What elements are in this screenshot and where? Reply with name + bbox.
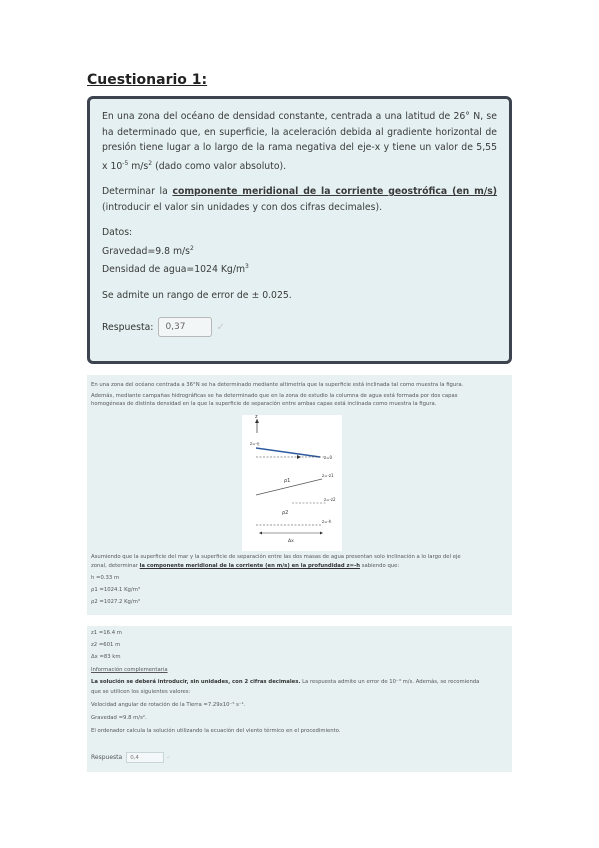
question-card-1 — [87, 96, 512, 364]
dx-arrow-left — [259, 532, 262, 535]
zh-label: z=-h — [322, 519, 332, 524]
data-heading: Datos: — [102, 227, 133, 239]
q2-line: Además, mediante campañas hidrográficas se ha determinado que en la zona de estudio la columna de agua está formada por dos capas — [91, 393, 458, 399]
q2-value: ρ1 =1024.1 Kg/m³ — [91, 587, 140, 593]
slope-diagram — [242, 415, 342, 551]
sea-surface-line — [256, 448, 320, 457]
q3-value: z1 =16.4 m — [91, 630, 122, 636]
answer-input[interactable]: 0,37 — [158, 317, 212, 337]
answer-label: Respuesta: — [102, 321, 154, 333]
q3-note: Gravedad =9.8 m/s². — [91, 715, 147, 721]
check-icon: ✓ — [216, 321, 225, 333]
q3-heading: Información complementaria — [91, 667, 168, 673]
z-label: z — [255, 415, 258, 420]
q2-line: homogéneas de distinta densidad en la que la superficie de separación entre ambas capas está inclinada como muestra la figura. — [91, 401, 437, 407]
q2-line: En una zona del océano centrada a 36°N se ha determinado mediante altimetría que la superficie está inclinada tal como muestra la figura. — [91, 382, 464, 388]
q3-note: Velocidad angular de rotación de la Tierra =7.29x10⁻⁵ s⁻¹. — [91, 702, 246, 708]
page-title: Cuestionario 1: — [87, 72, 208, 88]
rho2-label: ρ2 — [282, 510, 289, 516]
error-range: Se admite un rango de error de ± 0.025. — [102, 289, 292, 301]
q3-note: La solución se deberá introducir, sin unidades, con 2 cifras decimales. La respuesta admite un error de 10⁻³ m/s. Además, se recomienda — [91, 679, 480, 685]
x-arrow — [297, 455, 301, 459]
density-value: Densidad de agua=1024 $Kg/m^3$ — [102, 263, 249, 276]
q3-note: El ordenador calcula la solución utilizando la ecuación del viento térmico en el procedimiento. — [91, 728, 341, 734]
dx-label: Δx — [288, 539, 294, 544]
q2-line: zonal, determinar la componente meridional de la corriente (en m/s) en la profundidad z=-h sabiendo que: — [91, 563, 400, 569]
eta-label: z=-η — [250, 441, 260, 446]
q3-value: Δx =83 km — [91, 654, 121, 660]
q3-value: z2 =601 m — [91, 642, 121, 648]
rho1-label: ρ1 — [284, 478, 291, 484]
z2-label: z=-z2 — [324, 497, 336, 502]
answer-row — [91, 752, 171, 763]
question-intro: En una zona del océano de densidad constante, centrada a una latitud de 26° N, se ha determinado que, en superficie, la aceleración debida al gradiente horizontal de presión tiene lugar a lo largo de la rama negativa del eje-x y tiene un valor de 5,55 x $10^{-5}$ $m/s^2$ (dado como valor absoluto). — [102, 111, 497, 172]
answer-label: Respuesta — [91, 754, 123, 761]
q2-line: Asumiendo que la superficie del mar y la superficie de separación entre las dos masas de agua presentan solo inclinación a lo largo del eje — [91, 554, 461, 560]
gravity-value: Gravedad=9.8 $m/s^2$ — [102, 244, 194, 257]
z0-label: z=0 — [324, 455, 332, 460]
q2-value: ρ2 =1027.2 Kg/m³ — [91, 599, 140, 605]
question-card-2 — [87, 375, 512, 615]
check-icon: ✓ — [166, 754, 172, 761]
q3-note: que se utilicen los siguientes valores: — [91, 689, 191, 695]
q2-value: h =0.33 m — [91, 575, 120, 581]
z1-label: z=-z1 — [322, 473, 334, 478]
question-card-3 — [87, 626, 512, 772]
question-task: Determinar la componente meridional de la corriente geostrófica (en m/s) (introducir el valor sin unidades y con dos cifras decimales). — [102, 186, 497, 213]
answer-input[interactable]: 0,4 — [126, 752, 164, 763]
answer-row — [102, 317, 497, 337]
dx-arrow-right — [320, 532, 323, 535]
